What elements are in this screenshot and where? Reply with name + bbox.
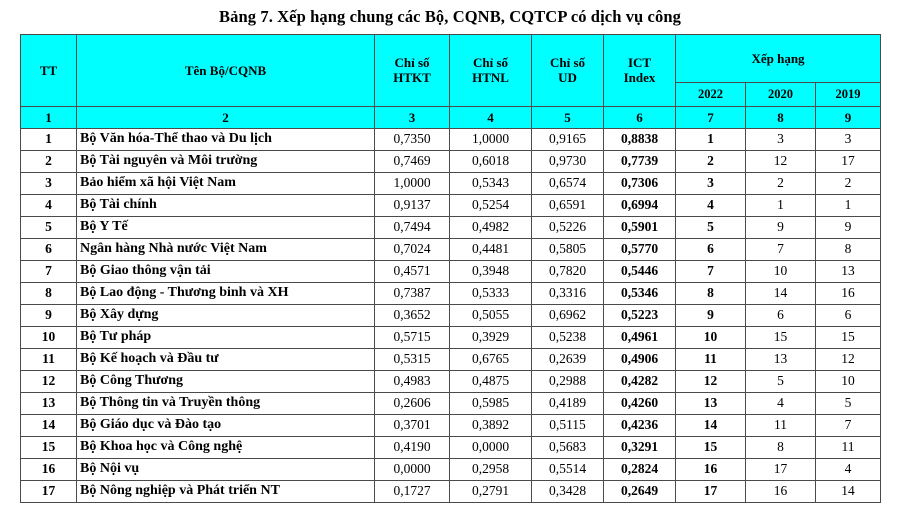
value-htnl: 0,2791	[450, 480, 532, 502]
rank-2020: 7	[746, 238, 816, 260]
col-header-htnl-line1: Chỉ số	[472, 54, 509, 70]
col-header-rank-group: Xếp hạng	[676, 34, 881, 82]
rank-2019: 4	[816, 458, 881, 480]
rank-2022: 8	[676, 282, 746, 304]
value-htnl: 0,0000	[450, 436, 532, 458]
value-htnl: 0,5343	[450, 172, 532, 194]
ministry-name: Ngân hàng Nhà nước Việt Nam	[77, 238, 375, 260]
table-row	[21, 128, 881, 150]
value-ud: 0,5115	[532, 414, 604, 436]
header-row-column-numbers	[21, 106, 881, 128]
value-htnl: 0,6018	[450, 150, 532, 172]
value-htkt: 0,7024	[375, 238, 450, 260]
value-ud: 0,7820	[532, 260, 604, 282]
page-title: Bảng 7. Xếp hạng chung các Bộ, CQNB, CQTCP có dịch vụ công	[219, 7, 681, 26]
value-htkt: 0,9137	[375, 194, 450, 216]
value-ict-index: 0,7306	[604, 172, 676, 194]
value-ict-index: 0,5223	[604, 304, 676, 326]
row-index: 15	[21, 436, 77, 458]
row-index: 17	[21, 480, 77, 502]
table-row	[21, 392, 881, 414]
table-row	[21, 150, 881, 172]
rank-2022: 11	[676, 348, 746, 370]
value-ud: 0,5805	[532, 238, 604, 260]
value-ict-index: 0,6994	[604, 194, 676, 216]
col-header-ict-index	[604, 34, 676, 106]
value-ud: 0,6962	[532, 304, 604, 326]
rank-2020: 6	[746, 304, 816, 326]
table-row	[21, 480, 881, 502]
table-container	[20, 34, 880, 503]
value-ud: 0,9165	[532, 128, 604, 150]
col-header-rank-2020: 2020	[746, 82, 816, 106]
value-ict-index: 0,4906	[604, 348, 676, 370]
rank-2022: 2	[676, 150, 746, 172]
rank-2019: 14	[816, 480, 881, 502]
table-row	[21, 414, 881, 436]
row-index: 12	[21, 370, 77, 392]
table-row	[21, 458, 881, 480]
value-ict-index: 0,4236	[604, 414, 676, 436]
row-index: 13	[21, 392, 77, 414]
rank-2020: 5	[746, 370, 816, 392]
col-header-htkt-line1: Chỉ số	[394, 54, 430, 70]
table-row	[21, 238, 881, 260]
rank-2020: 15	[746, 326, 816, 348]
row-index: 4	[21, 194, 77, 216]
rank-2020: 9	[746, 216, 816, 238]
rank-2019: 5	[816, 392, 881, 414]
value-htnl: 0,4875	[450, 370, 532, 392]
rank-2019: 12	[816, 348, 881, 370]
value-htkt: 0,2606	[375, 392, 450, 414]
rank-2020: 10	[746, 260, 816, 282]
value-ud: 0,5226	[532, 216, 604, 238]
value-htnl: 0,5254	[450, 194, 532, 216]
rank-2019: 10	[816, 370, 881, 392]
table-row	[21, 304, 881, 326]
column-number-3: 3	[375, 106, 450, 128]
table-row	[21, 348, 881, 370]
row-index: 5	[21, 216, 77, 238]
table-row	[21, 260, 881, 282]
ministry-name: Bộ Giáo dục và Đào tạo	[77, 414, 375, 436]
rank-2020: 8	[746, 436, 816, 458]
col-header-ict-line2: Index	[623, 70, 656, 86]
col-header-htkt	[375, 34, 450, 106]
table-row	[21, 370, 881, 392]
col-header-ud	[532, 34, 604, 106]
rank-2019: 7	[816, 414, 881, 436]
value-htkt: 0,3701	[375, 414, 450, 436]
col-header-htnl-line2: HTNL	[472, 70, 509, 86]
value-ud: 0,4189	[532, 392, 604, 414]
value-ud: 0,3428	[532, 480, 604, 502]
header-row-main	[21, 34, 881, 82]
column-number-2: 2	[77, 106, 375, 128]
row-index: 11	[21, 348, 77, 370]
rank-2022: 3	[676, 172, 746, 194]
value-ict-index: 0,5770	[604, 238, 676, 260]
value-htnl: 1,0000	[450, 128, 532, 150]
rank-2022: 5	[676, 216, 746, 238]
value-htkt: 0,4983	[375, 370, 450, 392]
rank-2019: 6	[816, 304, 881, 326]
value-htkt: 0,3652	[375, 304, 450, 326]
table-row	[21, 282, 881, 304]
ministry-name: Bộ Khoa học và Công nghệ	[77, 436, 375, 458]
table-row	[21, 216, 881, 238]
value-htnl: 0,2958	[450, 458, 532, 480]
column-number-5: 5	[532, 106, 604, 128]
value-ict-index: 0,4282	[604, 370, 676, 392]
rank-2019: 8	[816, 238, 881, 260]
rank-2022: 17	[676, 480, 746, 502]
value-ict-index: 0,5446	[604, 260, 676, 282]
value-htkt: 0,5715	[375, 326, 450, 348]
value-ict-index: 0,8838	[604, 128, 676, 150]
ministry-name: Bảo hiểm xã hội Việt Nam	[77, 172, 375, 194]
ministry-name: Bộ Thông tin và Truyền thông	[77, 392, 375, 414]
value-ict-index: 0,7739	[604, 150, 676, 172]
value-htnl: 0,6765	[450, 348, 532, 370]
col-header-rank-2022: 2022	[676, 82, 746, 106]
rank-2019: 16	[816, 282, 881, 304]
ministry-name: Bộ Tư pháp	[77, 326, 375, 348]
value-htnl: 0,3929	[450, 326, 532, 348]
col-header-ict-line1: ICT	[627, 54, 652, 70]
rank-2020: 14	[746, 282, 816, 304]
col-header-ud-line2: UD	[558, 70, 577, 86]
value-ud: 0,5514	[532, 458, 604, 480]
table-row	[21, 194, 881, 216]
value-ict-index: 0,3291	[604, 436, 676, 458]
row-index: 10	[21, 326, 77, 348]
ministry-name: Bộ Lao động - Thương binh và XH	[77, 282, 375, 304]
value-htkt: 0,7469	[375, 150, 450, 172]
rank-2019: 1	[816, 194, 881, 216]
table-row	[21, 172, 881, 194]
row-index: 1	[21, 128, 77, 150]
row-index: 2	[21, 150, 77, 172]
ministry-name: Bộ Kế hoạch và Đầu tư	[77, 348, 375, 370]
row-index: 16	[21, 458, 77, 480]
rank-2022: 7	[676, 260, 746, 282]
rank-2022: 15	[676, 436, 746, 458]
row-index: 14	[21, 414, 77, 436]
value-ict-index: 0,2649	[604, 480, 676, 502]
value-ud: 0,2639	[532, 348, 604, 370]
column-number-8: 8	[746, 106, 816, 128]
value-ict-index: 0,5346	[604, 282, 676, 304]
rank-2019: 3	[816, 128, 881, 150]
value-ud: 0,5238	[532, 326, 604, 348]
row-index: 6	[21, 238, 77, 260]
value-ict-index: 0,2824	[604, 458, 676, 480]
rank-2019: 15	[816, 326, 881, 348]
ministry-name: Bộ Giao thông vận tải	[77, 260, 375, 282]
col-header-htkt-line2: HTKT	[393, 70, 431, 86]
value-ud: 0,6591	[532, 194, 604, 216]
rank-2019: 17	[816, 150, 881, 172]
rank-2022: 10	[676, 326, 746, 348]
rank-2020: 1	[746, 194, 816, 216]
value-htkt: 0,0000	[375, 458, 450, 480]
value-htkt: 0,5315	[375, 348, 450, 370]
row-index: 9	[21, 304, 77, 326]
col-header-ud-line1: Chỉ số	[549, 54, 586, 70]
value-ict-index: 0,4961	[604, 326, 676, 348]
value-htkt: 0,7350	[375, 128, 450, 150]
rank-2020: 12	[746, 150, 816, 172]
value-htkt: 0,4190	[375, 436, 450, 458]
rank-2020: 17	[746, 458, 816, 480]
column-number-4: 4	[450, 106, 532, 128]
column-number-9: 9	[816, 106, 881, 128]
ministry-name: Bộ Nội vụ	[77, 458, 375, 480]
row-index: 8	[21, 282, 77, 304]
rank-2019: 9	[816, 216, 881, 238]
value-ict-index: 0,4260	[604, 392, 676, 414]
rank-2019: 13	[816, 260, 881, 282]
table-body	[21, 128, 881, 502]
value-htnl: 0,5333	[450, 282, 532, 304]
rank-2020: 13	[746, 348, 816, 370]
ministry-name: Bộ Y Tế	[77, 216, 375, 238]
value-htkt: 0,7387	[375, 282, 450, 304]
col-header-tt: TT	[21, 34, 77, 106]
table-row	[21, 326, 881, 348]
ranking-table	[20, 34, 881, 503]
rank-2022: 14	[676, 414, 746, 436]
column-number-6: 6	[604, 106, 676, 128]
column-number-7: 7	[676, 106, 746, 128]
rank-2020: 11	[746, 414, 816, 436]
value-htnl: 0,3948	[450, 260, 532, 282]
value-htkt: 0,7494	[375, 216, 450, 238]
value-htkt: 0,4571	[375, 260, 450, 282]
rank-2022: 13	[676, 392, 746, 414]
col-header-htnl	[450, 34, 532, 106]
ministry-name: Bộ Tài nguyên và Môi trường	[77, 150, 375, 172]
value-htkt: 1,0000	[375, 172, 450, 194]
rank-2019: 2	[816, 172, 881, 194]
value-htnl: 0,5055	[450, 304, 532, 326]
rank-2022: 4	[676, 194, 746, 216]
ministry-name: Bộ Xây dựng	[77, 304, 375, 326]
rank-2022: 6	[676, 238, 746, 260]
rank-2019: 11	[816, 436, 881, 458]
rank-2020: 2	[746, 172, 816, 194]
value-ud: 0,2988	[532, 370, 604, 392]
value-ud: 0,9730	[532, 150, 604, 172]
ministry-name: Bộ Nông nghiệp và Phát triển NT	[77, 480, 375, 502]
value-htnl: 0,5985	[450, 392, 532, 414]
table-head	[21, 34, 881, 128]
rank-2022: 16	[676, 458, 746, 480]
value-ud: 0,5683	[532, 436, 604, 458]
rank-2022: 1	[676, 128, 746, 150]
ministry-name: Bộ Văn hóa-Thể thao và Du lịch	[77, 128, 375, 150]
rank-2022: 12	[676, 370, 746, 392]
table-row	[21, 436, 881, 458]
value-ud: 0,3316	[532, 282, 604, 304]
rank-2020: 3	[746, 128, 816, 150]
ministry-name: Bộ Tài chính	[77, 194, 375, 216]
col-header-rank-2019: 2019	[816, 82, 881, 106]
rank-2020: 4	[746, 392, 816, 414]
value-htnl: 0,3892	[450, 414, 532, 436]
value-ict-index: 0,5901	[604, 216, 676, 238]
column-number-1: 1	[21, 106, 77, 128]
row-index: 7	[21, 260, 77, 282]
col-header-name: Tên Bộ/CQNB	[77, 34, 375, 106]
value-ud: 0,6574	[532, 172, 604, 194]
rank-2020: 16	[746, 480, 816, 502]
row-index: 3	[21, 172, 77, 194]
ministry-name: Bộ Công Thương	[77, 370, 375, 392]
value-htnl: 0,4982	[450, 216, 532, 238]
value-htkt: 0,1727	[375, 480, 450, 502]
value-htnl: 0,4481	[450, 238, 532, 260]
rank-2022: 9	[676, 304, 746, 326]
